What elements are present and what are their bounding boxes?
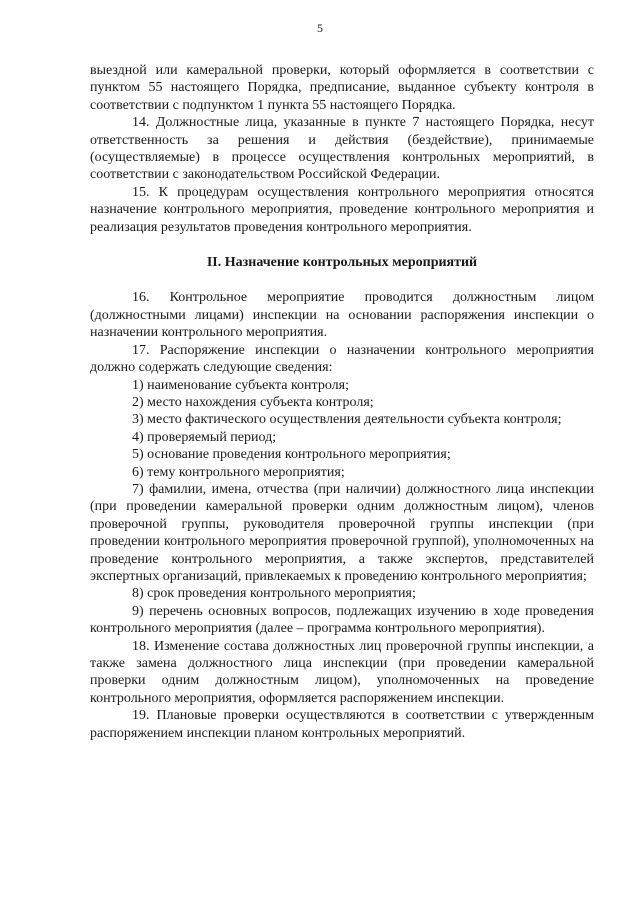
paragraph-17: 17. Распоряжение инспекции о назначении контрольного мероприятия должно содержать следующие сведения: [90, 342, 594, 376]
paragraph-19: 19. Плановые проверки осуществляются в соответствии с утвержденным распоряжением инспекции планом контрольных мероприятий. [90, 708, 594, 741]
list-item: 5) основание проведения контрольного мероприятия; [132, 447, 451, 463]
list-item: 6) тему контрольного мероприятия; [132, 464, 345, 480]
list-item: 2) место нахождения субъекта контроля; [132, 394, 374, 410]
document-body [90, 62, 594, 742]
paragraph-continuation: выездной или камеральной проверки, который оформляется в соответствии с пунктом 55 настоящего Порядка, предписание, выданное субъекту контроля в соответствии с подпунктом 1 пункта 55 настоящего Порядка. [90, 63, 594, 113]
page-number: 5 [317, 21, 323, 35]
list-item: 7) фамилии, имена, отчества (при наличии) должностного лица инспекции (при проведении камеральной проверки одним должностным лицом), членов проверочной группы, руководителя проверочной группы инспекции (при проведении контрольного мероприятия проверочной группой), уполномоченных на проведение контрольного мероприятия, а также экспертов, представителей экспертных организаций, привлекаемых к проведению контрольного мероприятия; [90, 481, 594, 584]
list-item: 4) проверяемый период; [132, 429, 277, 445]
paragraph-16: 16. Контрольное мероприятие проводится должностным лицом (должностными лицами) инспекции на основании распоряжения инспекции о назначении контрольного мероприятия. [90, 290, 594, 341]
list-item: 3) место фактического осуществления деятельности субъекта контроля; [132, 412, 562, 428]
paragraph-18: 18. Изменение состава должностных лиц проверочной группы инспекции, а также замена должностного лица инспекции (при проведении камеральной проверки одним должностным лицом), уполномоченных на проведение контрольного мероприятия, оформляется распоряжением инспекции. [90, 638, 594, 706]
paragraph-14: 14. Должностные лица, указанные в пункте 7 настоящего Порядка, несут ответственность за решения и действия (бездействие), принимаемые (осуществляемые) в процессе осуществления контрольных мероприятий, в соответствии с законодательством Российской Федерации. [90, 115, 594, 183]
paragraph-15: 15. К процедурам осуществления контрольного мероприятия относятся назначение контрольного мероприятия, проведение контрольного мероприятия и реализация результатов проведения контрольного мероприятия. [90, 184, 594, 235]
section-heading: II. Назначение контрольных мероприятий [206, 255, 478, 271]
list-item: 8) срок проведения контрольного мероприятия; [132, 586, 416, 602]
list-item: 1) наименование субъекта контроля; [132, 377, 349, 393]
list-item: 9) перечень основных вопросов, подлежащих изучению в ходе проведения контрольного мероприятия (далее – программа контрольного мероприятия). [90, 603, 594, 637]
